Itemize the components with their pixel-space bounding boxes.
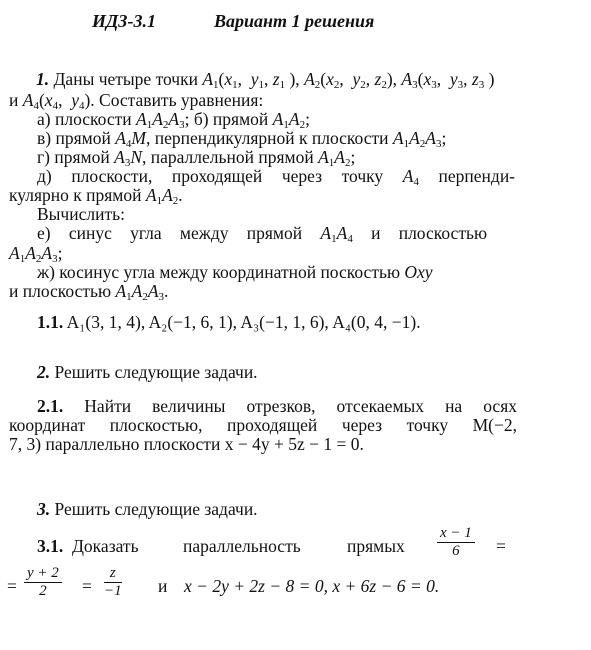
item-d-text: г) прямой bbox=[37, 147, 110, 167]
item-g-text: ж) косинус угла между координатной поскостью bbox=[37, 262, 401, 282]
problem-1-number: 1. bbox=[36, 69, 50, 89]
problem-3-number: 3. bbox=[37, 499, 51, 519]
problem-1-item-d: г) прямой $A_3N$, параллельной прямой $A_1A_2$; bbox=[37, 147, 356, 169]
fraction-z bbox=[104, 566, 122, 599]
fraction-y-denominator: 2 bbox=[39, 583, 47, 599]
item-f-post: и плоскостью bbox=[371, 223, 488, 243]
problem-3-1-line-1 bbox=[37, 537, 139, 555]
item-e-text: д) плоскости, проходящей через точку bbox=[37, 166, 384, 186]
problem-3 bbox=[37, 500, 258, 518]
fraction-y-numerator: y + 2 bbox=[24, 566, 62, 583]
item-e-post: перпенди- bbox=[438, 166, 516, 186]
equals-sign-2: = bbox=[7, 576, 17, 596]
fraction-x-denominator: 6 bbox=[452, 543, 460, 559]
item-c-text: в) прямой bbox=[37, 128, 111, 148]
problem-1-item-e-line-1: д) плоскости, проходящей через точку $A_4$ перпенди- bbox=[37, 166, 516, 188]
equals-sign-3: = bbox=[82, 576, 92, 596]
problem-3-text: Решить следующие задачи. bbox=[54, 499, 258, 519]
problem-2-1-line-2: координат плоскостью, проходящей через точку M(−2, bbox=[9, 415, 517, 435]
problem-2-1-number: 2.1. bbox=[37, 396, 64, 416]
problem-1-item-g-line-2: и плоскостью $A_1A_2A_3$. bbox=[9, 281, 169, 303]
problem-1-1-points: A₁(3, 1, 4), A₂(−1, 6, 1), A₃(−1, 1, 6), A₄(0, 4, −1). bbox=[66, 312, 421, 332]
problem-2-1-line-3: 7, 3) параллельно плоскости x − 4y + 5z − 1 = 0. bbox=[9, 434, 364, 454]
item-d-post: , параллельной прямой bbox=[142, 147, 314, 167]
item-e-cont: кулярно к прямой bbox=[9, 185, 142, 205]
problem-1-line-1: 1. Даны четыре точки $A_1(x_1$, $y_1$, $z_1$ ), $A_2(x_2$, $y_2$, $z_2$), $A_3(x_3$, $y_3$, $z_3$ ) bbox=[36, 69, 495, 91]
line-system: x − 2y + 2z − 8 = 0, x + 6z − 6 = 0. bbox=[184, 576, 440, 596]
problem-1-calc-label: Вычислить: bbox=[37, 204, 125, 224]
problem-1-item-a: а) плоскости $A_1A_2A_3$; б) прямой $A_1A_2$; bbox=[37, 109, 310, 131]
conj-and: и bbox=[9, 90, 19, 110]
problem-1-item-g-line-1 bbox=[37, 263, 433, 281]
document-title: ИДЗ-3.1 bbox=[92, 11, 156, 31]
problem-1-item-f-line-2: $A_1A_2A_3$; bbox=[9, 243, 63, 265]
compose-equations-text: . Составить уравнения: bbox=[90, 90, 264, 110]
oxy-plane: Oxy bbox=[404, 262, 433, 282]
item-c-post: , перпендикулярной к плоскости bbox=[145, 128, 389, 148]
problem-1-intro: Даны четыре точки bbox=[53, 69, 198, 89]
fraction-y bbox=[24, 566, 62, 599]
item-f-text: е) синус угла между прямой bbox=[37, 223, 303, 243]
problem-2-1-text-1: Найти величины отрезков, отсекаемых на осях bbox=[84, 396, 517, 416]
word-prove: Доказать bbox=[72, 536, 139, 556]
variant-label: Вариант 1 решения bbox=[214, 11, 375, 31]
problem-1-1-number: 1.1. bbox=[37, 312, 64, 332]
problem-2-text: Решить следующие задачи. bbox=[54, 362, 258, 382]
problem-2-number: 2. bbox=[37, 362, 51, 382]
problem-1-item-c: в) прямой $A_4M$, перпендикулярной к плоскости $A_1A_2A_3$; bbox=[37, 128, 447, 150]
item-a-text: а) плоскости bbox=[37, 109, 132, 129]
conj-and-2: и bbox=[158, 576, 168, 596]
problem-2 bbox=[37, 363, 258, 381]
problem-1-item-e-line-2: кулярно к прямой $A_1A_2$. bbox=[9, 185, 183, 207]
word-parallel: параллельность bbox=[183, 536, 301, 556]
problem-2-1-line-1 bbox=[37, 397, 517, 415]
word-lines: прямых bbox=[347, 536, 405, 556]
problem-1-line-2: и $A_4(x_4$, $y_4$). Составить уравнения: bbox=[9, 90, 264, 112]
fraction-x bbox=[437, 526, 475, 559]
problem-1-1 bbox=[37, 313, 421, 331]
fraction-z-denominator: −1 bbox=[104, 583, 122, 599]
fraction-x-numerator: x − 1 bbox=[437, 526, 475, 543]
fraction-z-numerator: z bbox=[104, 566, 122, 583]
problem-1-item-f-line-1: е) синус угла между прямой $A_1A_4$ и плоскостью bbox=[37, 223, 488, 245]
item-b-text: ; б) прямой bbox=[184, 109, 269, 129]
problem-3-1-number: 3.1. bbox=[37, 536, 64, 556]
equals-sign-1: = bbox=[496, 536, 506, 556]
item-g-cont: и плоскостью bbox=[9, 281, 112, 301]
